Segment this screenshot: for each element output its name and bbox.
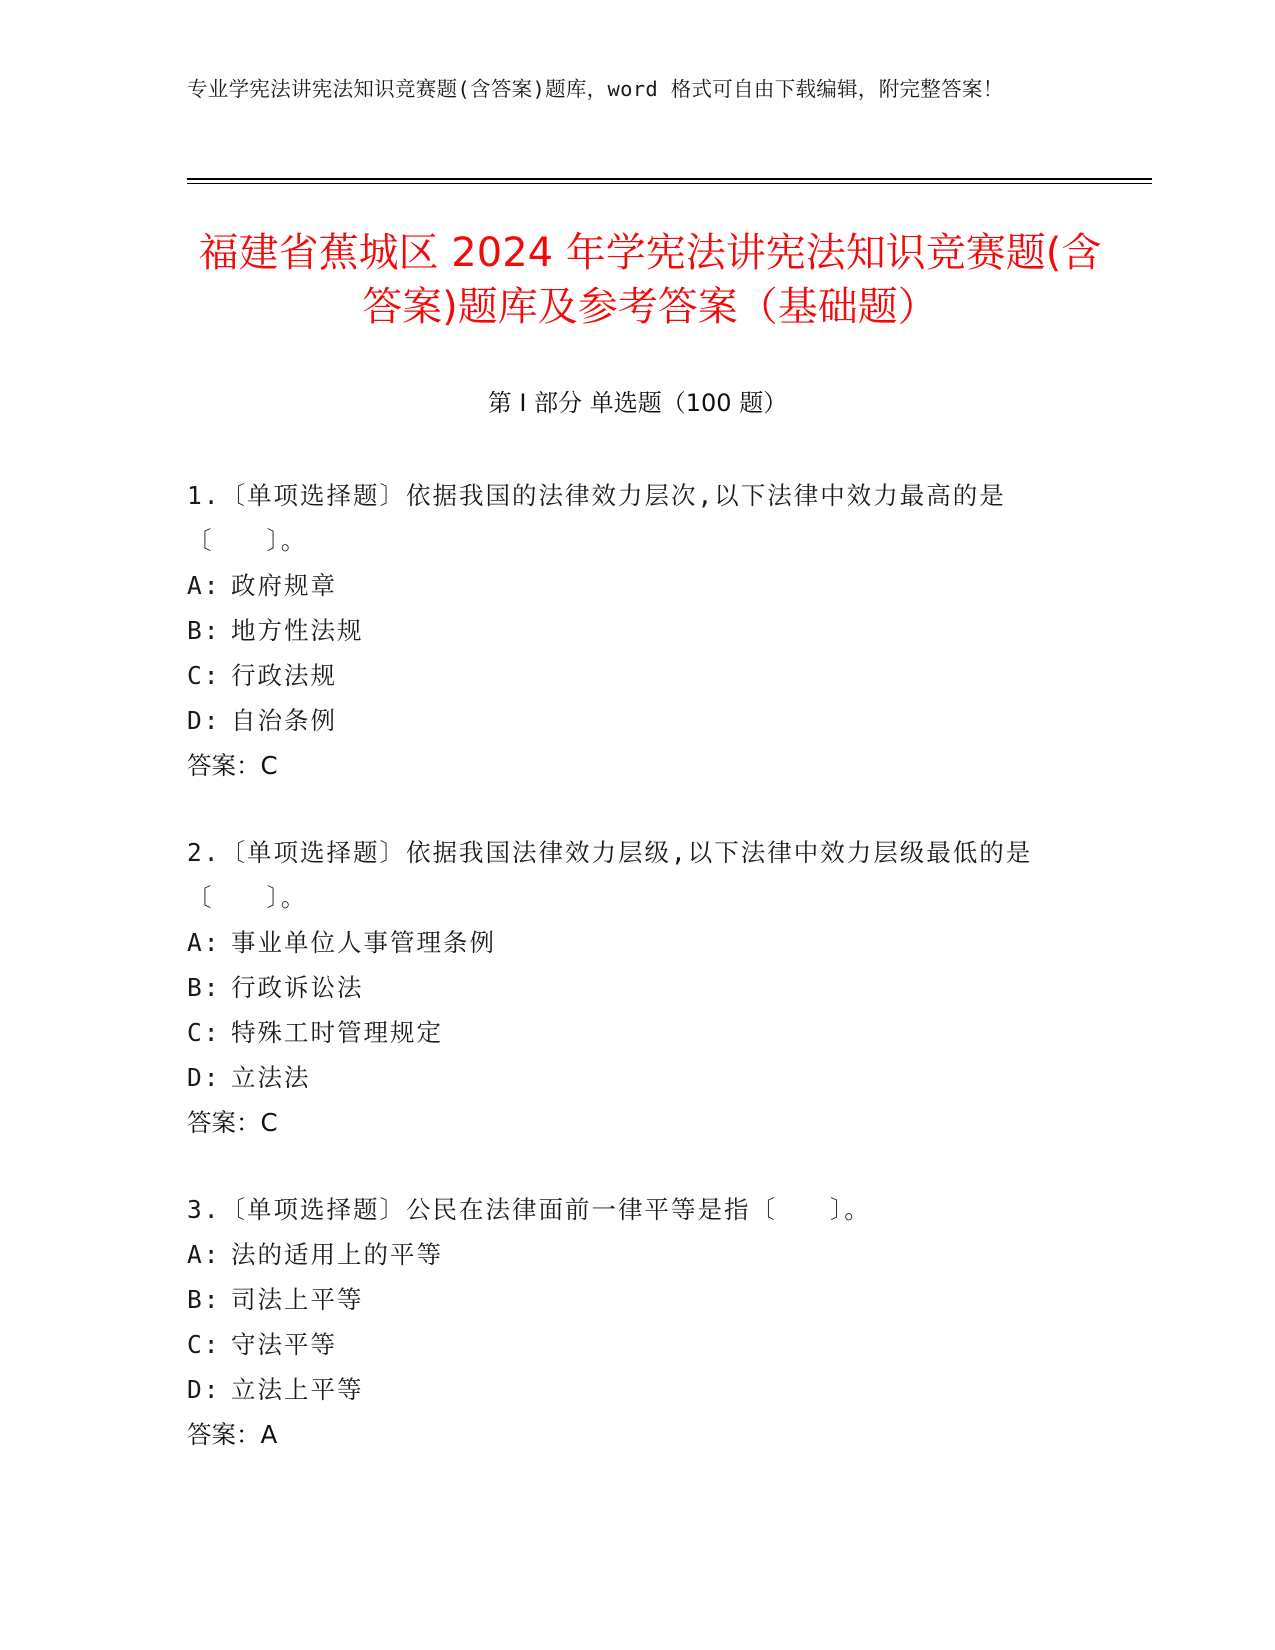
option-key: D:: [187, 706, 221, 735]
answer-line: 答案：C: [187, 1108, 278, 1137]
option-key: A:: [187, 571, 221, 600]
option-text: 法的适用上的平等: [231, 1240, 443, 1269]
option-a: [187, 920, 1087, 965]
option-text: 行政诉讼法: [231, 973, 364, 1002]
option-a: [187, 1232, 1087, 1277]
answer-line: 答案：C: [187, 751, 278, 780]
option-text: 自治条例: [231, 706, 337, 735]
question-text: 3.〔单项选择题〕公民在法律面前一律平等是指〔 〕。: [187, 1195, 871, 1224]
option-text: 司法上平等: [231, 1285, 364, 1314]
document-title: 福建省蕉城区 2024 年学宪法讲宪法知识竞赛题(含答案)题库及参考答案（基础题）: [198, 230, 1102, 330]
option-text: 行政法规: [231, 661, 337, 690]
option-b: [187, 608, 1087, 653]
option-d: [187, 1367, 1087, 1412]
option-d: [187, 698, 1087, 743]
option-key: C:: [187, 1018, 221, 1047]
question-text: 1.〔单项选择题〕依据我国的法律效力层次,以下法律中效力最高的是〔 〕。: [187, 481, 1006, 555]
option-a: [187, 563, 1087, 608]
option-text: 特殊工时管理规定: [231, 1018, 443, 1047]
header-note: 专业学宪法讲宪法知识竞赛题(含答案)题库，word 格式可自由下载编辑，附完整答案！: [187, 77, 1004, 101]
option-key: C:: [187, 661, 221, 690]
option-b: [187, 965, 1087, 1010]
option-key: A:: [187, 1240, 221, 1269]
option-key: D:: [187, 1375, 221, 1404]
option-key: C:: [187, 1330, 221, 1359]
option-text: 立法上平等: [231, 1375, 364, 1404]
option-key: B:: [187, 1285, 221, 1314]
answer-line: 答案：A: [187, 1420, 278, 1449]
option-c: [187, 1010, 1087, 1055]
option-text: 政府规章: [231, 571, 337, 600]
option-key: B:: [187, 616, 221, 645]
header-divider-thin: [187, 183, 1152, 184]
option-text: 地方性法规: [231, 616, 364, 645]
option-c: [187, 653, 1087, 698]
question-item: [187, 473, 1087, 788]
option-text: 立法法: [231, 1063, 311, 1092]
option-d: [187, 1055, 1087, 1100]
question-item: [187, 830, 1087, 1145]
option-key: B:: [187, 973, 221, 1002]
question-list: [187, 473, 1087, 1499]
question-text: 2.〔单项选择题〕依据我国法律效力层级,以下法律中效力层级最低的是〔 〕。: [187, 838, 1033, 912]
header-divider-thick: [187, 178, 1152, 180]
option-key: A:: [187, 928, 221, 957]
option-key: D:: [187, 1063, 221, 1092]
option-text: 事业单位人事管理条例: [231, 928, 496, 957]
question-item: [187, 1187, 1087, 1457]
section-title: 第 I 部分 单选题（100 题）: [487, 389, 788, 417]
option-b: [187, 1277, 1087, 1322]
option-c: [187, 1322, 1087, 1367]
option-text: 守法平等: [231, 1330, 337, 1359]
